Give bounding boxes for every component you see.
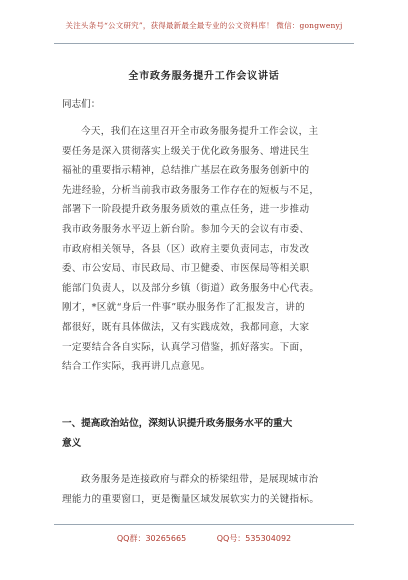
heading-line: 一、提高政治站位，深刻认识提升政务服务水平的重大 <box>62 418 293 429</box>
qq-number-text: QQ号：535304092 <box>216 534 292 543</box>
section-paragraph <box>62 470 350 509</box>
paragraph-line: 我市政务服务水平迈上新台阶。参加今天的会议有市委、 <box>62 223 310 235</box>
header-divider <box>54 43 354 44</box>
footer-contacts <box>0 533 408 544</box>
paragraph-line: 一定要结合各自实际，认真学习借鉴，抓好落实。下面， <box>62 341 310 353</box>
promo-banner: 关注头条号“公文研究”，获得最新最全最专业的公文资料库！ 微信：gongwenyj <box>65 21 343 30</box>
paragraph-line: 要任务是深入贯彻落实上级关于优化政务服务、增进民生 <box>62 145 310 157</box>
salutation: 同志们： <box>62 99 101 110</box>
paragraph-line: 都很好，既有具体做法，又有实践成效，我都同意，大家 <box>62 321 310 333</box>
qq-group-text: QQ群：30265665 <box>116 534 187 543</box>
paragraph-line: 先进经验，分析当前我市政务服务工作存在的短板与不足， <box>62 184 320 196</box>
paragraph-line: 部署下一阶段提升政务服务质效的重点任务，进一步推动 <box>62 204 310 216</box>
document-title: 全市政务服务提升工作会议讲话 <box>128 71 280 82</box>
paragraph-line: 市政府相关领导，各县（区）政府主要负责同志，市发改 <box>62 243 310 255</box>
paragraph-line: 政务服务是连接政府与群众的桥梁纽带，是展现城市治 <box>81 474 319 485</box>
paragraph-line: 结合工作实际，我再讲几点意见。 <box>62 361 211 373</box>
paragraph-line: 刚才，*区就“身后一件事”联办服务作了汇报发言，讲的 <box>62 302 306 314</box>
opening-paragraph <box>62 122 350 377</box>
paragraph-line: 委、市公安局、市民政局、市卫健委、市医保局等相关职 <box>62 263 310 275</box>
paragraph-line: 理能力的重要窗口，更是衡量区域发展软实力的关键指标。 <box>62 493 320 505</box>
heading-line: 意义 <box>62 438 82 449</box>
paragraph-line: 福祉的重要指示精神，总结推广基层在政务服务创新中的 <box>62 165 310 177</box>
footer-divider <box>54 524 354 525</box>
paragraph-line: 今天，我们在这里召开全市政务服务提升工作会议，主 <box>81 126 319 137</box>
section-heading <box>62 414 354 454</box>
paragraph-line: 能部门负责人，以及部分乡镇（街道）政务服务中心代表。 <box>62 282 320 294</box>
